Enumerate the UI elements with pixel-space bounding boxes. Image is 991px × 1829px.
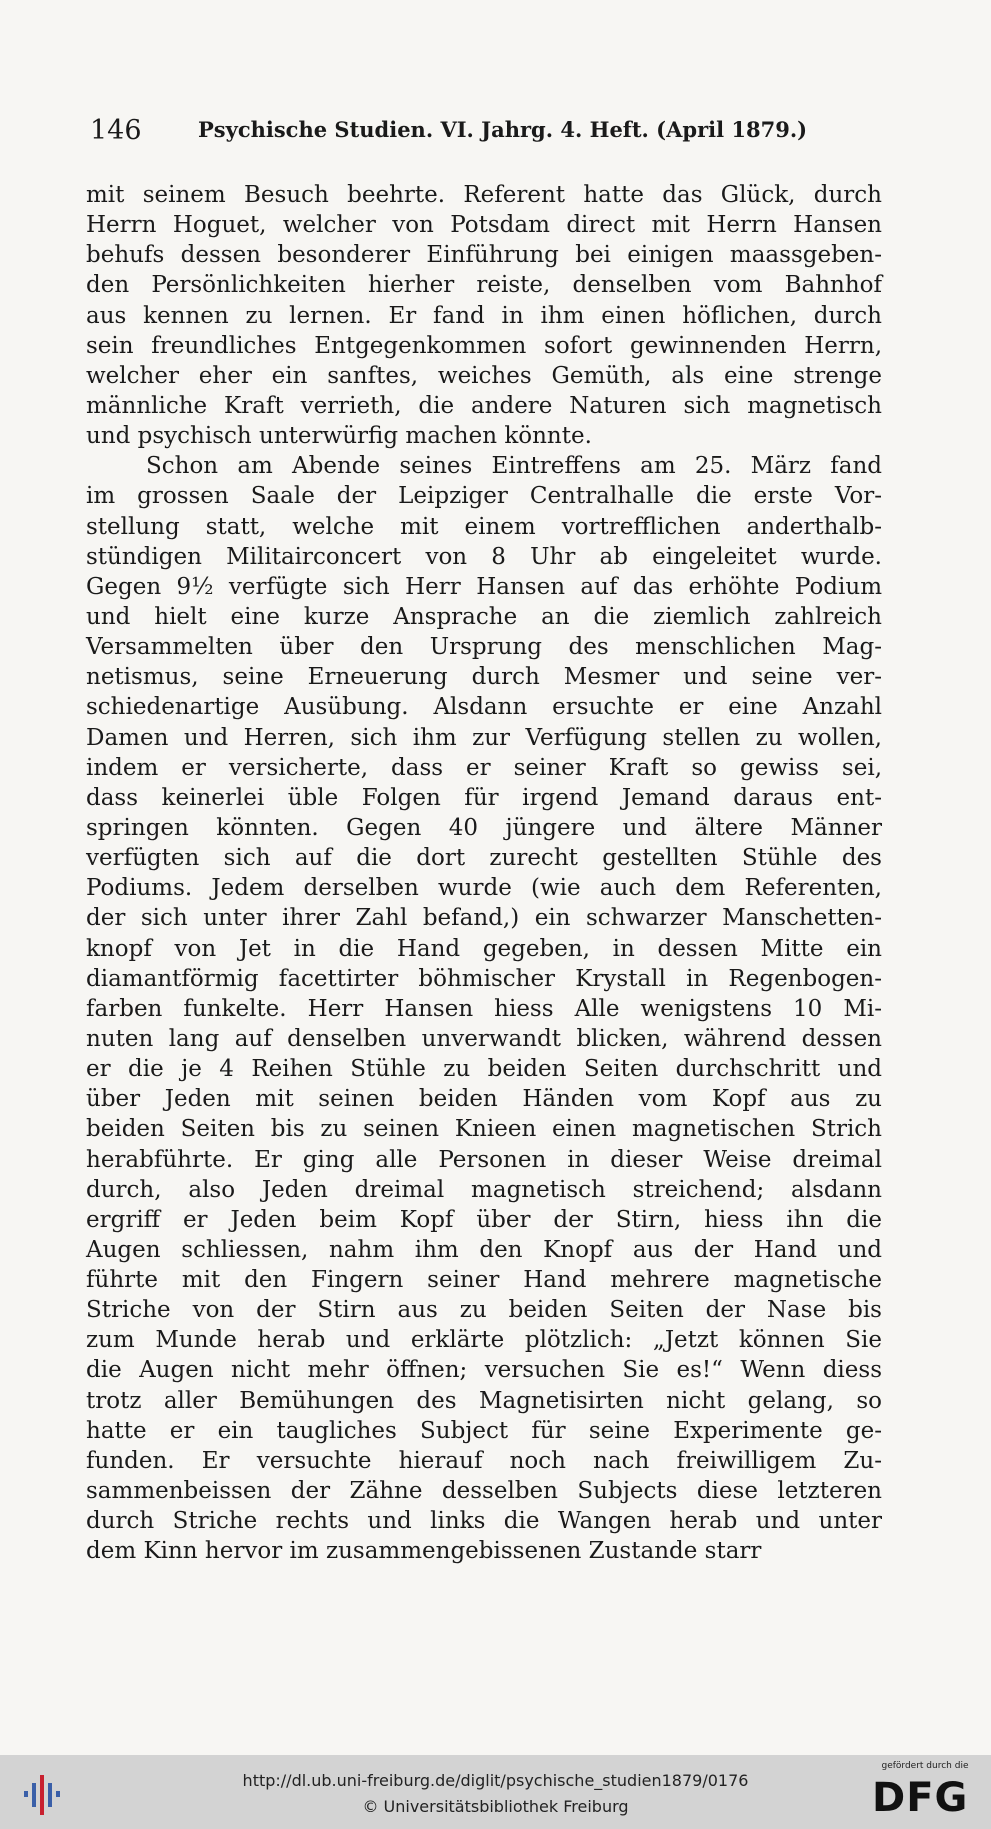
text-line: welcher eher ein sanftes, weiches Gemüth, als eine strenge [86,362,882,389]
text-line: und hielt eine kurze Ansprache an die ziemlich zahlreich [86,603,882,630]
text-line: knopf von Jet in die Hand gegeben, in dessen Mitte ein [86,935,882,962]
text-line: herabführte. Er ging alle Personen in dieser Weise dreimal [86,1146,882,1173]
text-line: Podiums. Jedem derselben wurde (wie auch dem Referenten, [86,875,882,902]
text-line: über Jeden mit seinen beiden Händen vom Kopf aus zu [86,1086,882,1113]
text-line: hatte er ein taugliches Subject für seine Experimente ge- [86,1417,882,1444]
text-line: den Persönlichkeiten hierher reiste, denselben vom Bahnhof [86,272,882,299]
text-line: führte mit den Fingern seiner Hand mehrere magnetische [86,1267,882,1294]
text-line: dass keinerlei üble Folgen für irgend Jemand daraus ent- [86,784,882,811]
text-line: im grossen Saale der Leipziger Centralhalle die erste Vor- [86,483,882,510]
text-line: indem er versicherte, dass er seiner Kraft so gewiss sei, [86,754,882,781]
text-line: zum Munde herab und erklärte plötzlich: „Jetzt können Sie [86,1327,882,1354]
text-line: Versammelten über den Ursprung des menschlichen Mag- [86,634,882,661]
footer-url-link[interactable]: http://dl.ub.uni-freiburg.de/diglit/psychische_studien1879/0176 [242,1771,749,1790]
text-line: sammenbeissen der Zähne desselben Subjects diese letzteren [86,1478,882,1505]
text-line: nuten lang auf denselben unverwandt blicken, während dessen [86,1025,882,1052]
text-line: diamantförmig facettirter böhmischer Krystall in Regenbogen- [86,965,882,992]
dfg-sponsor-text: gefördert durch die [881,1761,969,1771]
text-line: die Augen nicht mehr öffnen; versuchen Sie es!“ Wenn diess [86,1357,882,1384]
dfg-logo: DFG [872,1775,969,1821]
text-line: trotz aller Bemühungen des Magnetisirten nicht gelang, so [86,1387,882,1414]
text-line: durch, also Jeden dreimal magnetisch streichend; alsdann [86,1176,882,1203]
dfg-sponsor-block [870,1761,980,1825]
text-line: beiden Seiten bis zu seinen Knieen einen magnetischen Strich [86,1116,882,1143]
text-line: springen könnten. Gegen 40 jüngere und ältere Männer [86,814,882,841]
text-line: der sich unter ihrer Zahl befand,) ein schwarzer Manschetten- [86,905,882,932]
text-line: mit seinem Besuch beehrte. Referent hatte das Glück, durch [86,182,882,208]
text-line: stellung statt, welche mit einem vortrefflichen anderthalb- [86,513,882,540]
text-line: Gegen 9½ verfügte sich Herr Hansen auf das erhöhte Podium [86,573,882,600]
text-line: schiedenartige Ausübung. Alsdann ersuchte er eine Anzahl [86,694,882,721]
text-line: Schon am Abende seines Eintreffens am 25. März fand [146,453,882,480]
text-line: verfügten sich auf die dort zurecht gestellten Stühle des [86,845,882,872]
text-line: Augen schliessen, nahm ihm den Knopf aus der Hand und [86,1236,882,1263]
text-line: aus kennen zu lernen. Er fand in ihm einen höflichen, durch [86,302,882,329]
page-number: 146 [90,115,142,146]
text-line: funden. Er versuchte hierauf noch nach freiwilligem Zu- [86,1447,882,1474]
body-text [86,180,882,1566]
footer-bar [0,1755,991,1829]
text-line: dem Kinn hervor im zusammengebissenen Zustande starr [86,1538,762,1565]
text-line: Herrn Hoguet, welcher von Potsdam direct mit Herrn Hansen [86,212,882,239]
text-line: ergriff er Jeden beim Kopf über der Stirn, hiess ihn die [86,1206,882,1233]
text-line: und psychisch unterwürfig machen könnte. [86,423,592,450]
text-line: er die je 4 Reihen Stühle zu beiden Seiten durchschritt und [86,1056,882,1083]
text-line: farben funkelte. Herr Hansen hiess Alle wenigstens 10 Mi- [86,995,882,1022]
footer-copyright: © Universitätsbibliothek Freiburg [362,1797,629,1816]
text-line: Damen und Herren, sich ihm zur Verfügung stellen zu wollen, [86,724,882,751]
text-line: sein freundliches Entgegenkommen sofort gewinnenden Herrn, [86,332,882,359]
text-line: männliche Kraft verrieth, die andere Naturen sich magnetisch [86,392,882,419]
journal-running-title: Psychische Studien. VI. Jahrg. 4. Heft. (April 1879.) [198,117,808,142]
text-line: behufs dessen besonderer Einführung bei einigen maassgeben- [86,242,882,269]
text-line: durch Striche rechts und links die Wangen herab und unter [86,1508,882,1535]
text-line: stündigen Militairconcert von 8 Uhr ab eingeleitet wurde. [86,543,882,570]
text-line: Striche von der Stirn aus zu beiden Seiten der Nase bis [86,1297,882,1324]
text-line: netismus, seine Erneuerung durch Mesmer und seine ver- [86,664,882,691]
